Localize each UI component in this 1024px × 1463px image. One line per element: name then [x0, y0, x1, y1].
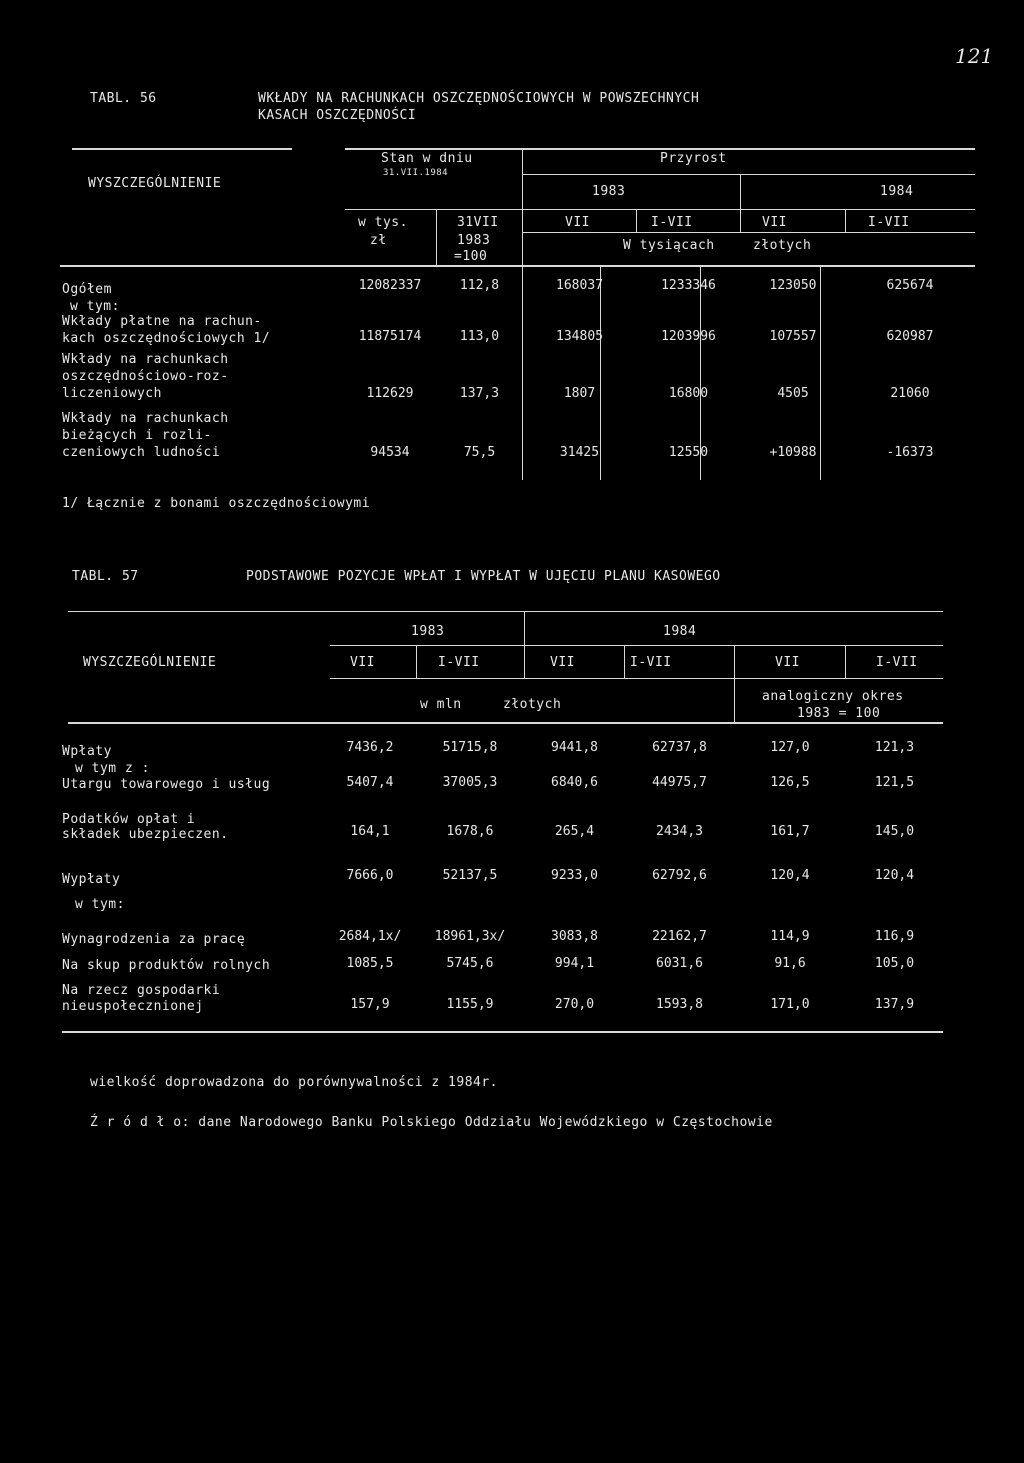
table56-cell: 12082337	[358, 278, 422, 293]
table56-cell: 1807	[563, 386, 596, 401]
table57-sub: I-VII	[630, 655, 672, 670]
table57-cell: 1678,6	[446, 824, 494, 839]
rule	[524, 612, 525, 678]
table56-year-1984: 1984	[880, 184, 914, 199]
table57-cell: 9233,0	[551, 868, 598, 883]
table57-cell: 37005,3	[442, 775, 498, 790]
table56-col0-header: WYSZCZEGÓLNIENIE	[88, 176, 222, 191]
rule	[68, 611, 943, 612]
table57-cell: 3083,8	[551, 929, 598, 944]
table56-row-label: liczeniowych	[62, 386, 162, 401]
table56-cell: 620987	[886, 329, 934, 344]
table57-row-label: Na skup produktów rolnych	[62, 958, 271, 973]
rule	[522, 174, 975, 175]
table57-cell: 18961,3x/	[434, 929, 506, 944]
rule	[68, 722, 943, 724]
table57-row-label: Wynagrodzenia za pracę	[62, 932, 246, 947]
table57-cell: 62792,6	[652, 868, 707, 883]
table56-row-label: Wkłady na rachunkach	[62, 411, 229, 426]
table57-cell: 105,0	[874, 956, 915, 971]
table57-label: TABL. 57	[72, 569, 139, 584]
table57-cell: 116,9	[874, 929, 915, 944]
table57-sub: I-VII	[438, 655, 480, 670]
rule	[636, 210, 637, 232]
table56-cell: 112,8	[459, 278, 500, 293]
table57-cell: 51715,8	[442, 740, 498, 755]
table57-cell: 171,0	[770, 997, 810, 1012]
rule	[522, 150, 523, 480]
table57-year-1983: 1983	[411, 624, 445, 639]
table57-source: Ź r ó d ł o: dane Narodowego Banku Polskiego Oddziału Wojewódzkiego w Częstochowie	[90, 1115, 773, 1130]
rule	[60, 265, 975, 267]
table57-cell: 157,9	[350, 997, 390, 1012]
table56-wtys-1: w tys.	[358, 215, 408, 230]
table56-idx-1: 31VII	[457, 215, 499, 230]
table57-sub: I-VII	[876, 655, 918, 670]
table57-cell: 7436,2	[346, 740, 394, 755]
table57-row-label: Podatków opłat i	[62, 812, 196, 827]
table57-cell: 120,4	[770, 868, 810, 883]
table56-label: TABL. 56	[90, 91, 157, 106]
table56-cell: 75,5	[463, 445, 496, 460]
rule	[734, 679, 735, 722]
rule	[416, 646, 417, 678]
table56-row-label: kach oszczędnościowych 1/	[62, 331, 271, 346]
table57-cell: 1085,5	[346, 956, 394, 971]
table56-title-line2: KASACH OSZCZĘDNOŚCI	[258, 108, 417, 123]
table56-cell: 113,0	[459, 329, 500, 344]
table56-unit-suffix: złotych	[753, 238, 812, 253]
rule	[345, 209, 975, 210]
table57-analog-2: 1983 = 100	[797, 706, 881, 721]
table57-note-x: wielkość doprowadzona do porównywalności z 1984r.	[90, 1075, 499, 1090]
table56-idx-2: 1983	[457, 233, 491, 248]
table57-cell: 9441,8	[551, 740, 598, 755]
table56-cell: 625674	[886, 278, 934, 293]
table57-sub: VII	[775, 655, 800, 670]
table57-cell: 22162,7	[652, 929, 707, 944]
table57-row-label: Wypłaty	[62, 872, 121, 887]
table56-cell: 12550	[668, 445, 709, 460]
rule	[345, 148, 975, 150]
table57-row-label: nieuspołecznionej	[62, 999, 204, 1014]
table56-cell: 94534	[370, 445, 410, 460]
table56-row-label: w tym:	[70, 299, 120, 314]
table57-cell: 5407,4	[346, 775, 394, 790]
table57-col0-header: WYSZCZEGÓLNIENIE	[83, 655, 217, 670]
table57-cell: 6031,6	[656, 956, 703, 971]
rule	[522, 232, 975, 233]
table57-row-label: Utargu towarowego i usług	[62, 777, 271, 792]
rule	[624, 646, 625, 678]
table56-wtys-2: zł	[370, 233, 387, 248]
table56-cell: 31425	[559, 445, 600, 460]
table56-cell: 168037	[556, 278, 603, 293]
table56-sub-vii-1984: VII	[762, 215, 787, 230]
table57-cell: 994,1	[554, 956, 595, 971]
table56-cell: 4505	[777, 386, 809, 401]
table56-cell: 123050	[769, 278, 817, 293]
table57-unit-prefix: w mln	[420, 697, 462, 712]
table57-cell: 6840,6	[551, 775, 598, 790]
rule	[845, 210, 846, 232]
table56-unit-prefix: W tysiącach	[623, 238, 715, 253]
table57-cell: 121,3	[874, 740, 915, 755]
table57-row-label: Na rzecz gospodarki	[62, 983, 221, 998]
table56-row-label: Wkłady na rachunkach	[62, 352, 229, 367]
rule	[62, 1031, 943, 1033]
table56-sub-ivii-1983: I-VII	[651, 215, 693, 230]
table57-year-1984: 1984	[663, 624, 697, 639]
table57-row-label: w tym z :	[75, 761, 150, 776]
table56-cell: 134805	[556, 329, 603, 344]
table56-footnote: 1/ Łącznie z bonami oszczędnościowymi	[62, 496, 371, 511]
table56-row-label: bieżących i rozli-	[62, 428, 212, 443]
table56-row-label: oszczędnościowo-roz-	[62, 369, 229, 384]
table56-cell: 137,3	[459, 386, 500, 401]
table57-cell: 120,4	[874, 868, 915, 883]
rule	[734, 646, 735, 678]
table56-row-label: Wkłady płatne na rachun-	[62, 314, 262, 329]
table57-cell: 7666,0	[346, 868, 394, 883]
table57-cell: 145,0	[874, 824, 915, 839]
table57-cell: 2684,1x/	[338, 929, 402, 944]
table57-cell: 126,5	[770, 775, 810, 790]
table56-przyrost-header: Przyrost	[660, 151, 727, 166]
table57-row-label: Wpłaty	[62, 744, 112, 759]
table57-row-label: w tym:	[75, 897, 125, 912]
table57-analog-1: analogiczny okres	[762, 689, 904, 704]
table57-sub: VII	[350, 655, 375, 670]
table57-title: PODSTAWOWE POZYCJE WPŁAT I WYPŁAT W UJĘCIU PLANU KASOWEGO	[246, 569, 721, 584]
table57-cell: 2434,3	[656, 824, 703, 839]
rule	[740, 175, 741, 210]
table56-cell: +10988	[769, 445, 817, 460]
table56-cell: -16373	[886, 445, 934, 460]
rule	[330, 678, 943, 679]
table57-row-label: składek ubezpieczen.	[62, 827, 229, 842]
table57-cell: 5745,6	[446, 956, 494, 971]
table57-cell: 1155,9	[446, 997, 494, 1012]
table57-cell: 127,0	[770, 740, 810, 755]
table57-cell: 270,0	[554, 997, 595, 1012]
page-number: 121	[955, 44, 994, 68]
table56-stan-date: 31.VII.1984	[383, 168, 449, 178]
table56-idx-3: =100	[454, 249, 488, 264]
table57-cell: 114,9	[770, 929, 810, 944]
table56-cell: 11875174	[358, 329, 422, 344]
table56-cell: 16800	[668, 386, 709, 401]
rule	[845, 646, 846, 678]
table57-cell: 137,9	[874, 997, 915, 1012]
table56-year-1983: 1983	[592, 184, 626, 199]
table56-sub-ivii-1984: I-VII	[868, 215, 910, 230]
table57-cell: 1593,8	[656, 997, 703, 1012]
rule	[436, 210, 437, 265]
table57-cell: 265,4	[554, 824, 595, 839]
table57-unit-suffix: złotych	[503, 697, 562, 712]
rule	[740, 210, 741, 232]
table56-row-label: czeniowych ludności	[62, 445, 221, 460]
rule	[330, 645, 943, 646]
table57-cell: 44975,7	[652, 775, 707, 790]
table56-cell: 21060	[890, 386, 930, 401]
table57-cell: 164,1	[350, 824, 390, 839]
table56-stan-header: Stan w dniu	[381, 151, 473, 166]
table57-sub: VII	[550, 655, 575, 670]
table57-cell: 121,5	[874, 775, 915, 790]
table56-cell: 1203996	[661, 329, 716, 344]
table57-cell: 161,7	[770, 824, 810, 839]
rule	[72, 148, 292, 150]
table56-cell: 112629	[366, 386, 414, 401]
table57-cell: 62737,8	[652, 740, 707, 755]
table57-cell: 52137,5	[442, 868, 498, 883]
table57-cell: 91,6	[774, 956, 806, 971]
table56-cell: 1233346	[661, 278, 716, 293]
table56-row-label: Ogółem	[62, 282, 112, 297]
table56-title-line1: WKŁADY NA RACHUNKACH OSZCZĘDNOŚCIOWYCH W POWSZECHNYCH	[258, 91, 700, 106]
table56-sub-vii-1983: VII	[565, 215, 590, 230]
table56-cell: 107557	[769, 329, 817, 344]
